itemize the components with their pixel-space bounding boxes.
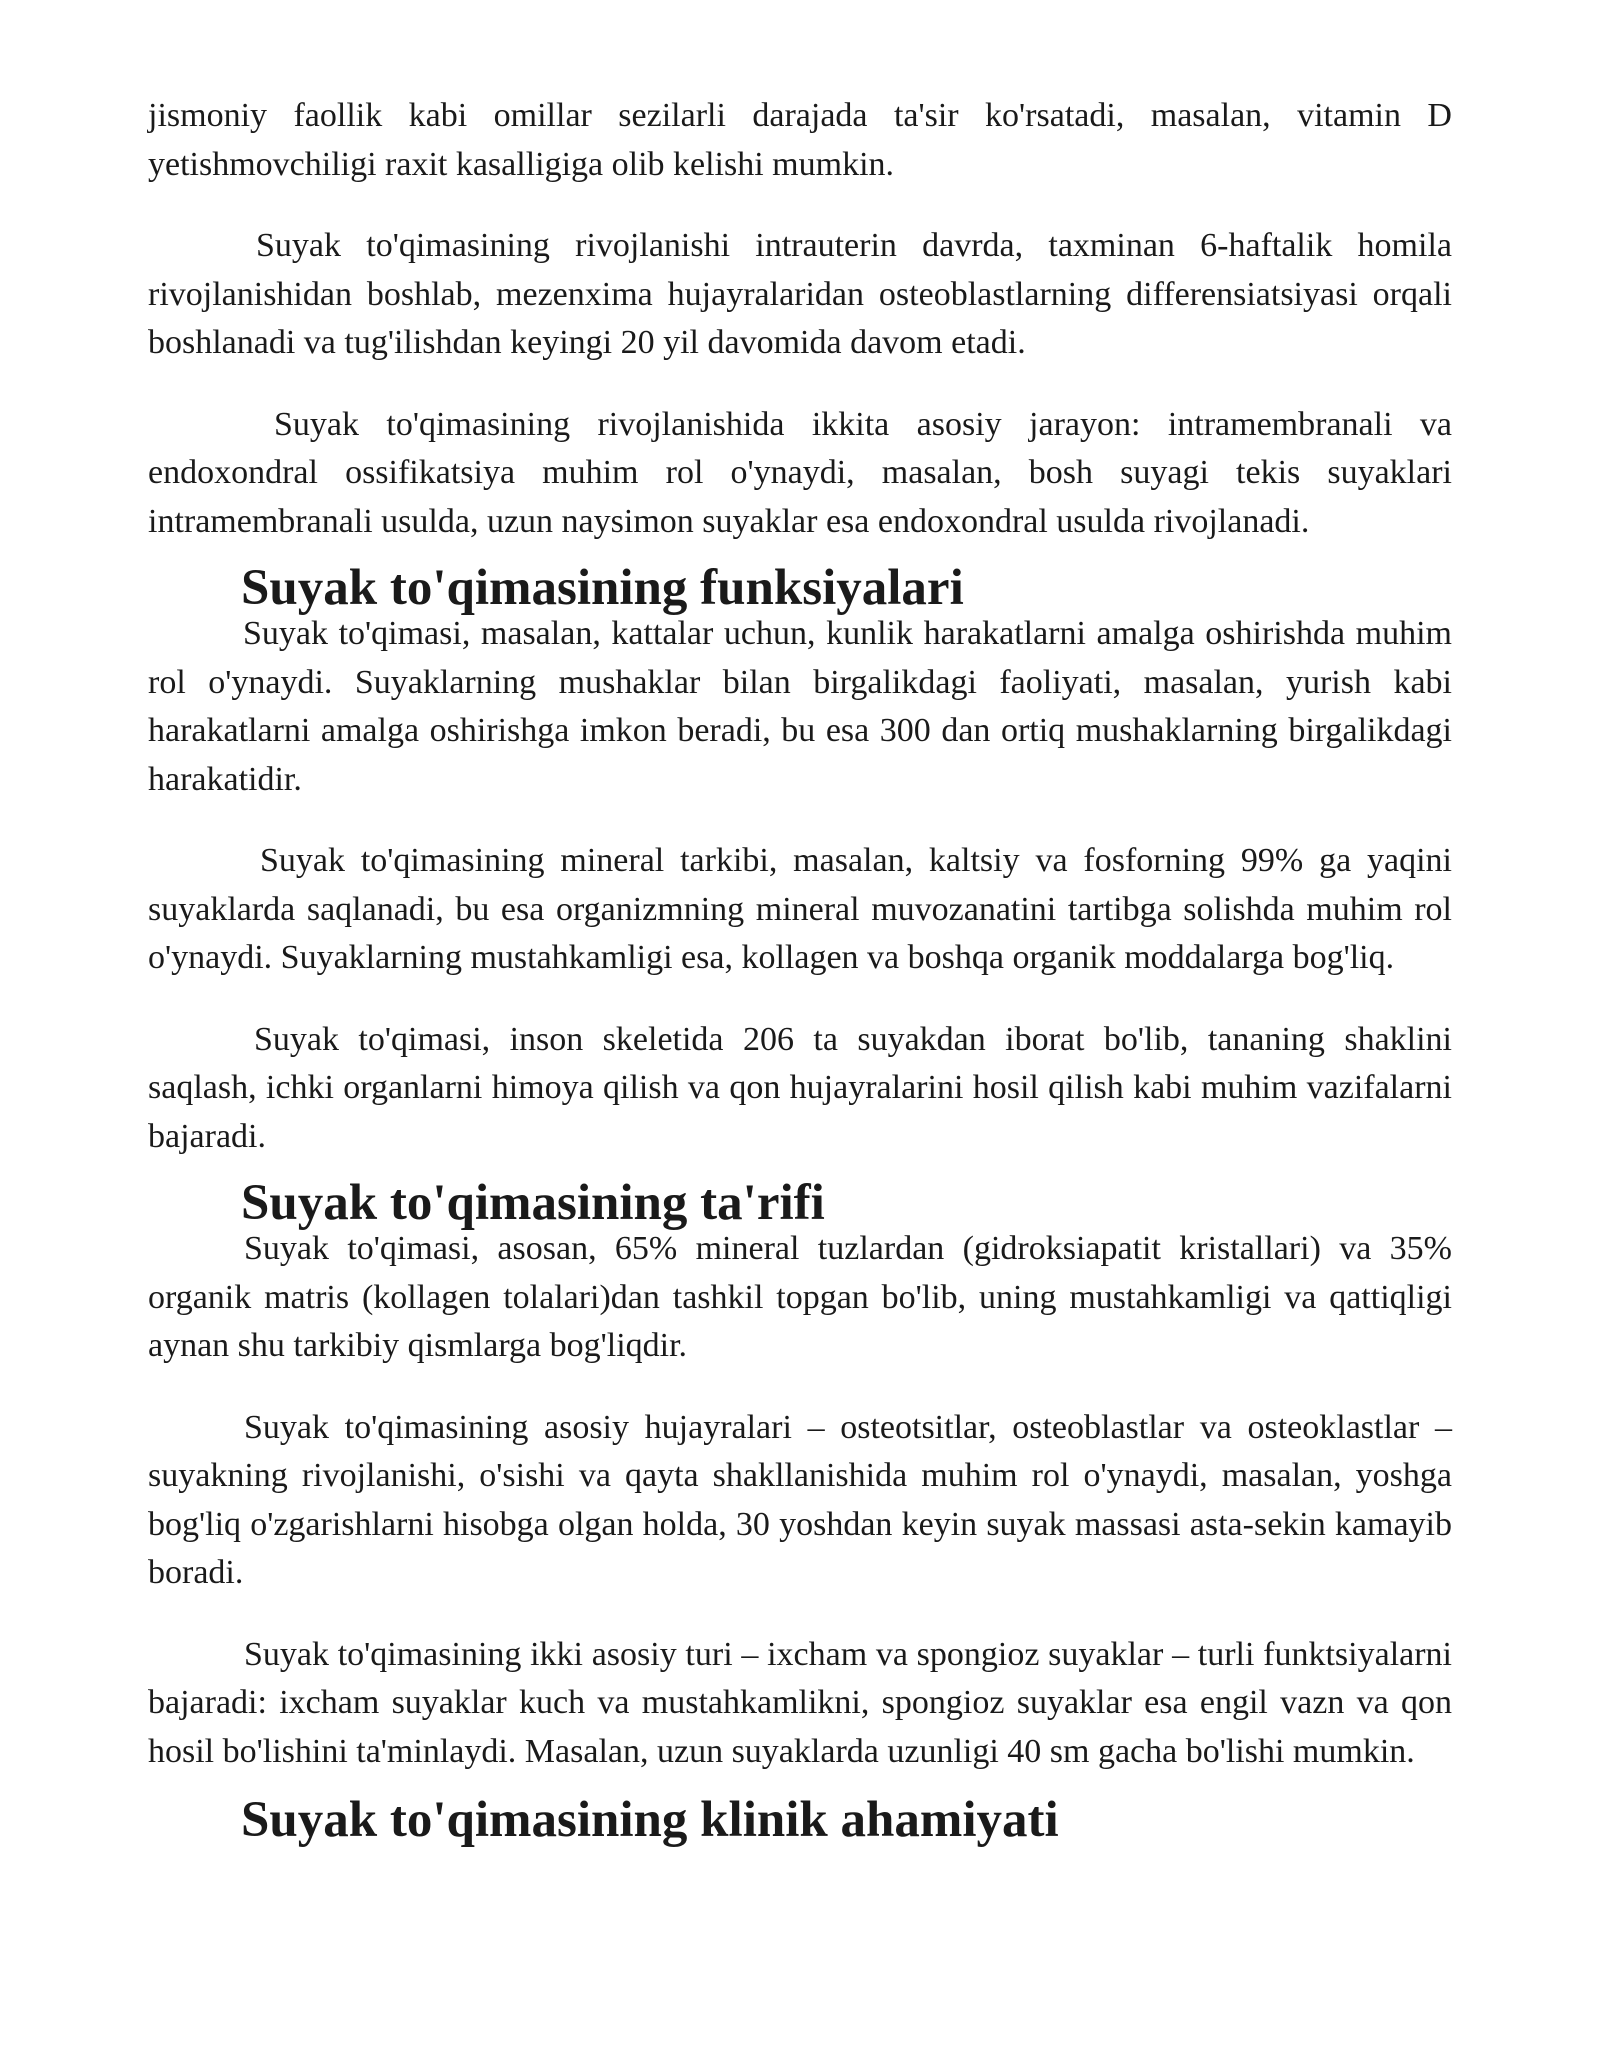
paragraph-mineral-content: Suyak to'qimasining mineral tarkibi, masalan, kaltsiy va fosforning 99% ga yaqini suyaklarda saqlanadi, bu esa organizmning mineral muvozanatini tartibga solishda muhim rol o'ynaydi. Suyaklarning mustahkamligi esa, kollagen va boshqa organik moddalarga bog'liq. (148, 842, 1452, 976)
paragraph-bone-types: Suyak to'qimasining ikki asosiy turi – ixcham va spongioz suyaklar – turli funktsiyalarni bajaradi: ixcham suyaklar kuch va mustahkamlikni, spongioz suyaklar esa engil vazn va qon hosil bo'lishini ta'minlaydi. Masalan, uzun suyaklarda uzunligi 40 sm gacha bo'lishi mumkin. (148, 1635, 1452, 1770)
heading-definition: Suyak to'qimasining ta'rifi (241, 1175, 825, 1231)
heading-functions: Suyak to'qimasining funksiyalari (241, 560, 964, 616)
heading-clinical-significance: Suyak to'qimasining klinik ahamiyati (241, 1792, 1059, 1848)
paragraph-vitamin-d: jismoniy faollik kabi omillar sezilarli darajada ta'sir ko'rsatadi, masalan, vitamin D yetishmovchiligi raxit kasalligiga olib kelishi mumkin. (148, 97, 1452, 183)
paragraph-composition: Suyak to'qimasi, asosan, 65% mineral tuzlardan (gidroksiapatit kristallari) va 35% organik matris (kollagen tolalari)dan tashkil topgan bo'lib, uning mustahkamligi va qattiqligi aynan shu tarkibiy qismlarga bog'liqdir. (148, 1230, 1452, 1364)
paragraph-development-timing: Suyak to'qimasining rivojlanishi intrauterin davrda, taxminan 6-haftalik homila rivojlanishidan boshlab, mezenxima hujayralaridan osteoblastlarning differensiatsiyasi orqali boshlanadi va tug'ilishdan keyingi 20 yil davomida davom etadi. (148, 227, 1452, 361)
paragraph-bone-cells: Suyak to'qimasining asosiy hujayralari – osteotsitlar, osteoblastlar va osteoklastlar – suyakning rivojlanishi, o'sishi va qayta shakllanishida muhim rol o'ynaydi, masalan, yoshga bog'liq o'zgarishlarni hisobga olgan holda, 30 yoshdan keyin suyak massasi asta-sekin kamayib boradi. (148, 1408, 1452, 1591)
document-page (148, 92, 1452, 1848)
paragraph-movement: Suyak to'qimasi, masalan, kattalar uchun, kunlik harakatlarni amalga oshirishda muhim rol o'ynaydi. Suyaklarning mushaklar bilan birgalikdagi faoliyati, masalan, yurish kabi harakatlarni amalga oshirishga imkon beradi, bu esa 300 dan ortiq mushaklarning birgalikdagi harakatidir. (148, 615, 1452, 798)
paragraph-skeleton: Suyak to'qimasi, inson skeletida 206 ta suyakdan iborat bo'lib, tananing shaklini saqlash, ichki organlarni himoya qilish va qon hujayralarini hosil qilish kabi muhim vazifalarni bajaradi. (148, 1020, 1452, 1155)
paragraph-ossification: Suyak to'qimasining rivojlanishida ikkita asosiy jarayon: intramembranali va endoxondral ossifikatsiya muhim rol o'ynaydi, masalan, bosh suyagi tekis suyaklari intramembranali usulda, uzun naysimon suyaklar esa endoxondral usulda rivojlanadi. (148, 405, 1452, 540)
